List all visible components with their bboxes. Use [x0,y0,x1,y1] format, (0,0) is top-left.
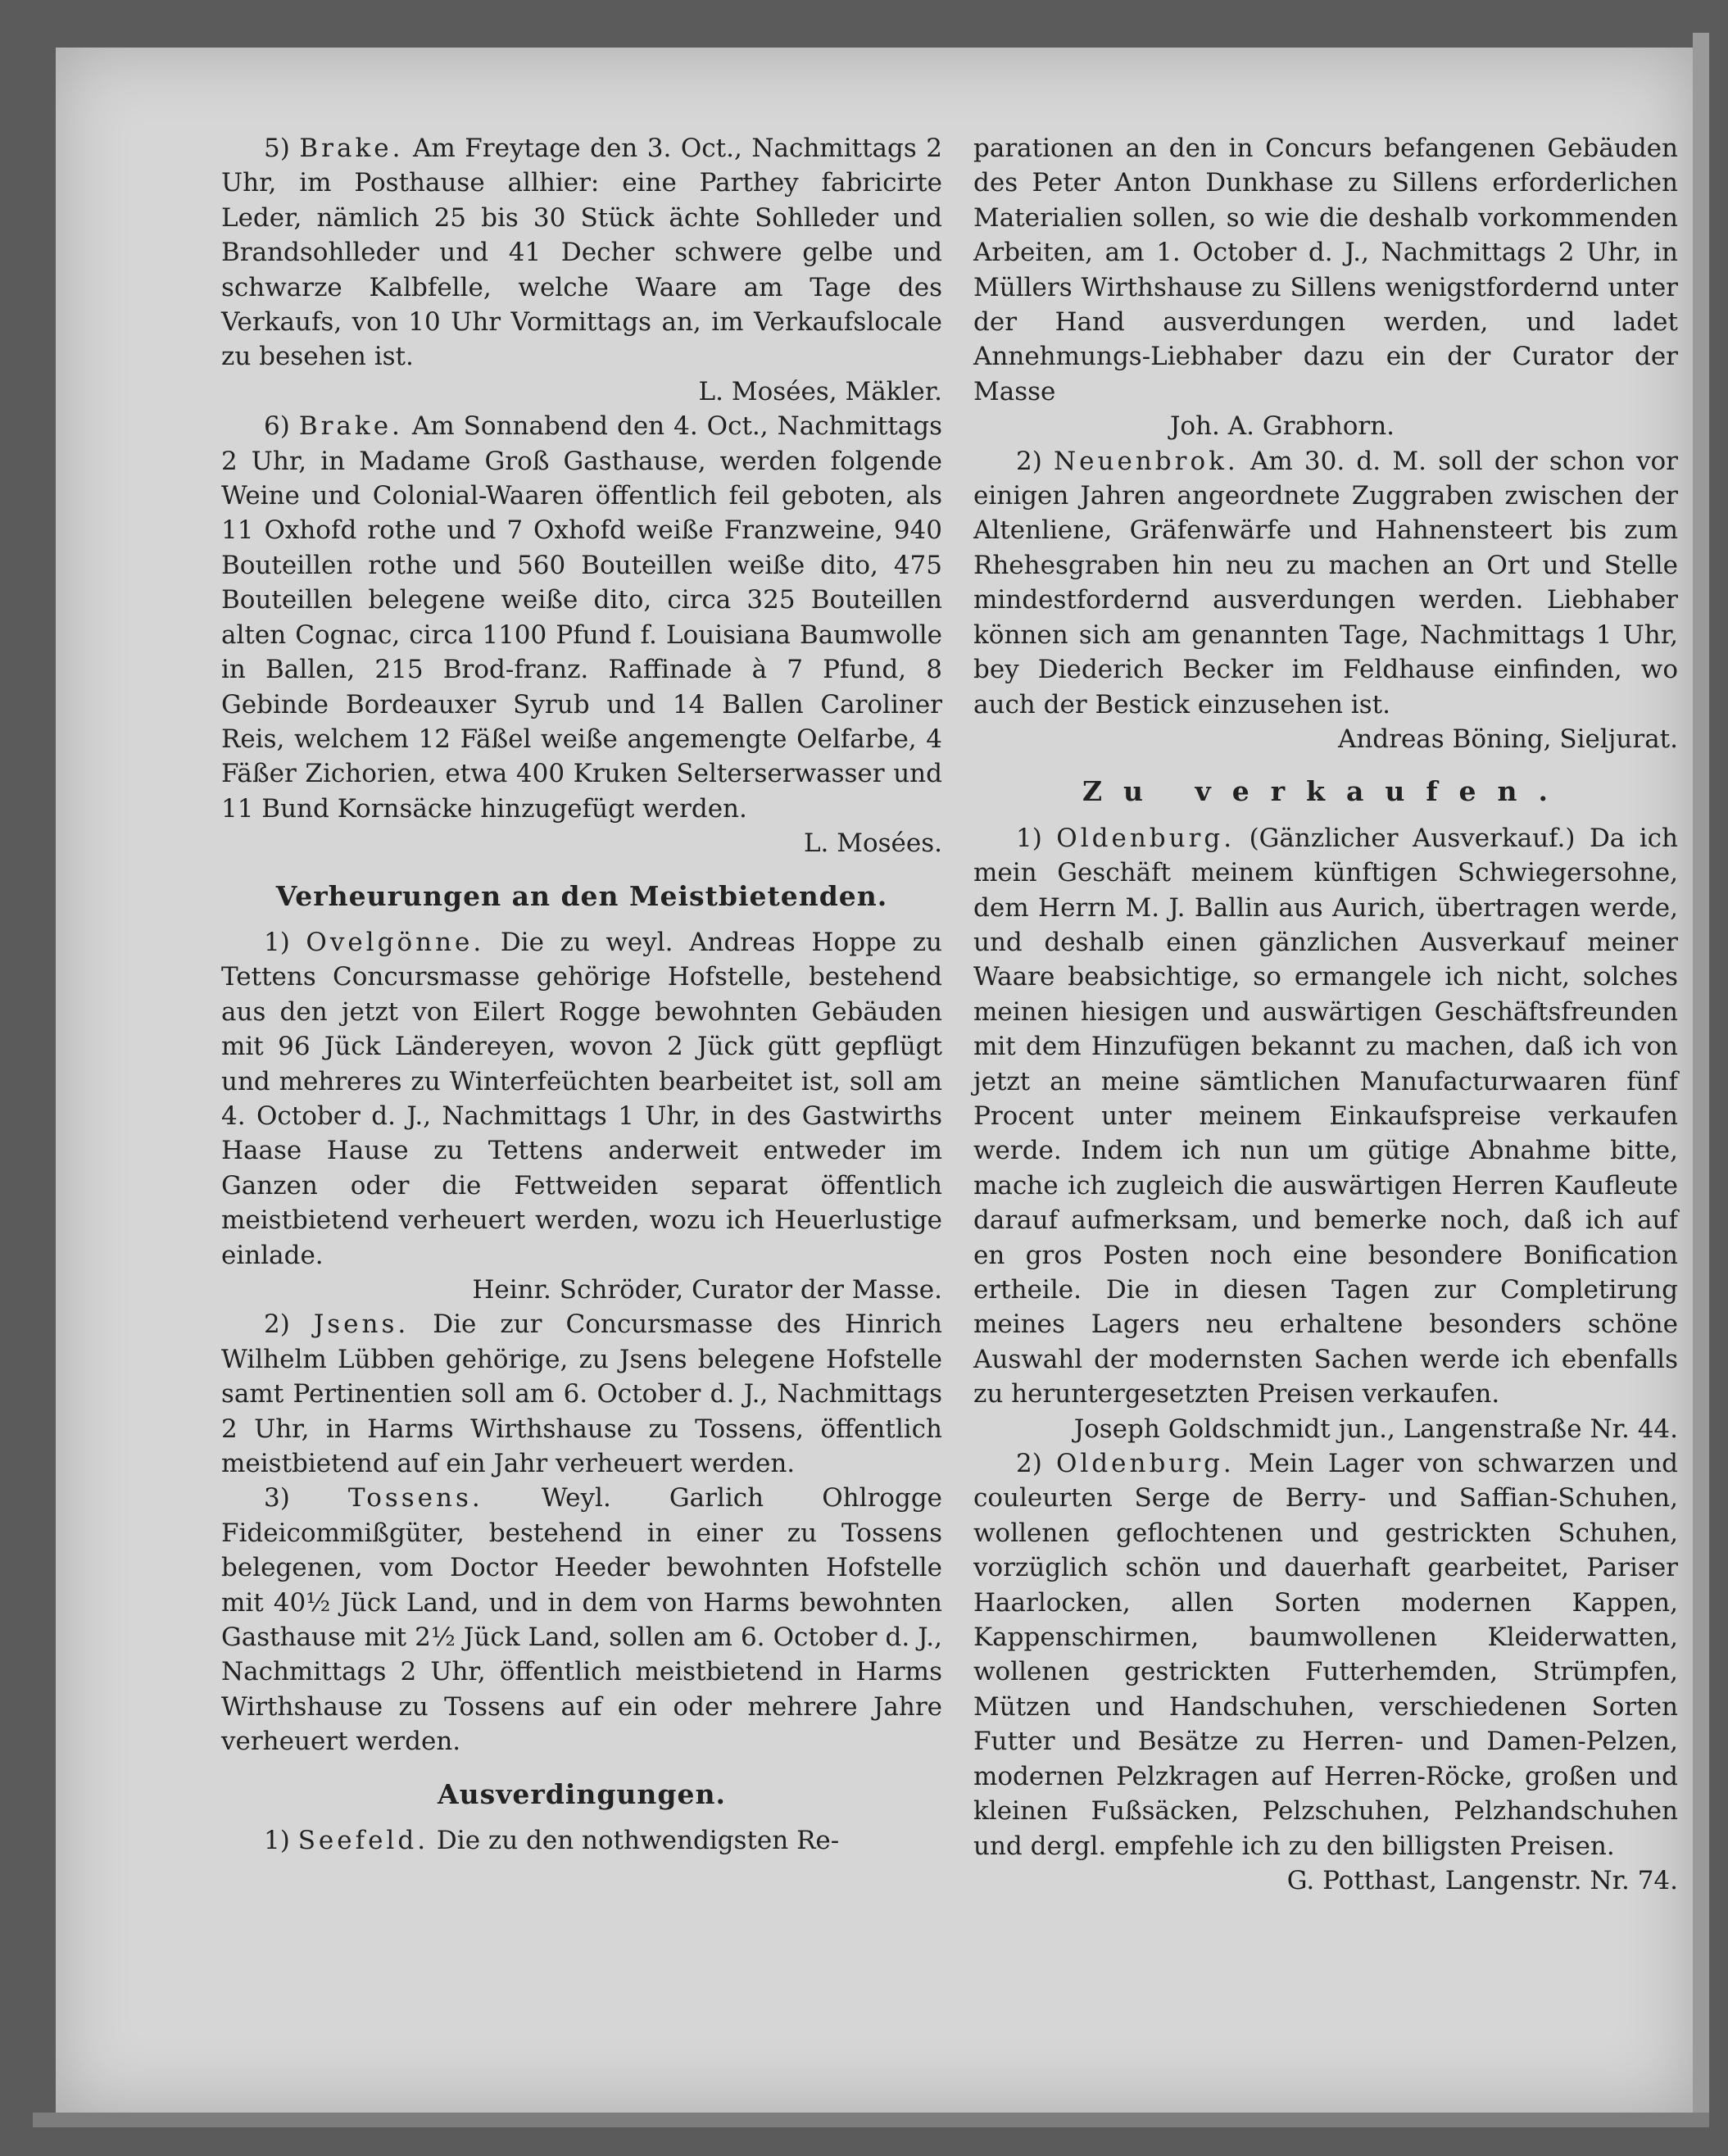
notice-place: Brake. [299,134,404,163]
section-heading-contract: Ausverdingungen. [438,1777,726,1810]
notice-number: 2) [1016,1449,1042,1479]
notice-place: Oldenburg. [1056,823,1236,853]
right-column [973,131,1678,1898]
notice-text: Am Sonnabend den 4. Oct., Nachmittags 2 Uhr, in Madame Groß Gasthause, werden folgende Weine und Colonial-Waaren öffentlich feil geboten, als 11 Oxhofd rothe und 7 Oxhofd weiße Franzweine, 940 Bouteillen rothe und 560 Bouteillen weiße dito, 475 Bouteillen belegene weiße dito, circa 325 Bouteillen alten Cognac, circa 1100 Pfund f. Louisiana Baumwolle in Ballen, 215 Brod-franz. Raffinade à 7 Pfund, 8 Gebinde Bordeauxer Syrub und 14 Ballen Caroliner Reis, welchem 12 Fäßel weiße angemengte Oelfarbe, 4 Fäßer Zichorien, etwa 400 Kruken Selterserwasser und 11 Bund Kornsäcke hinzugefügt werden. [221,411,943,824]
notice-lease3 [221,1481,942,1759]
notice-number: 2) [1016,446,1042,476]
notice-place: Seefeld. [297,1826,429,1856]
notice-text: Am 30. d. M. soll der schon vor einigen Jahren angeordnete Zuggraben zwischen der Altenliene, Gräfenwärfe und Hahnensteert bis zum Rhehesgraben hin neu zu machen an Ort und Stelle mindestfordernd ausverdungen werden. Liebhaber können sich am genannten Tage, Nachmittags 1 Uhr, bey Diederich Becker im Feldhause einfinden, wo auch der Bestick einzusehen ist. [973,446,1678,719]
notice-place: Oldenburg. [1055,1449,1235,1479]
notice-number: 3) [264,1483,290,1514]
notice-ad5 [221,131,942,374]
notice-text: Die zu weyl. Andreas Hoppe zu Tettens Concursmasse gehörige Hofstelle, bestehend aus den jetzt von Eilert Rogge bewohnten Gebäuden mit 96 Jück Ländereyen, wovon 2 Jück gütt gepflügt und mehreres zu Winterfeüchten bearbeitet ist, soll am 4. October d. J., Nachmittags 1 Uhr, in des Gastwirths Haase Hause zu Tettens anderweit entweder im Ganzen oder die Fettweiden separat öffentlich meistbietend verheuert werden, wozu ich Heuerlustige einlade. [221,927,942,1270]
notice-text: Weyl. Garlich Ohlrogge Fideicommißgüter, bestehend in einer zu Tossens belegenen, vom Doctor Heeder bewohnten Hofstelle mit 40½ Jück Land, und in dem von Harms bewohnten Gasthause mit 2½ Jück Land, sollen am 6. October d. J., Nachmittags 2 Uhr, öffentlich meistbietend in Harms Wirthshause zu Tossens auf ein oder mehrere Jahre verheuert werden. [221,1483,943,1757]
notice-number: 2) [264,1309,290,1340]
notice-signature: L. Mosées, Mäkler. [698,376,942,406]
notice-number: 1) [1016,823,1042,853]
notice-place: Jsens. [313,1309,410,1340]
notice-signature: Heinr. Schröder, Curator der Masse. [472,1275,942,1305]
notice-number: 6) [264,411,290,442]
section-heading-sale: Zu verkaufen. [1082,775,1570,808]
notice-text: Die zu den nothwendigsten Re- [436,1826,840,1856]
notice-place: Ovelgönne. [306,927,485,957]
notice-place: Neuenbrok. [1054,446,1239,476]
section-heading-lease: Verheurungen an den Meistbietenden. [275,879,888,912]
notice-contract1 [221,1823,942,1858]
notice-place: Brake. [298,411,403,442]
notice-signature: Andreas Böning, Sieljurat. [1337,724,1678,754]
notice-signature: L. Mosées. [803,828,942,859]
notice-lease1 [221,925,942,1273]
notice-number: 1) [264,1826,290,1856]
notice-contract2 [973,444,1678,722]
notice-text: (Gänzlicher Ausverkauf.) Da ich mein Geschäft meinem künftigen Schwiegersohne, dem Herrn M. J. Ballin aus Aurich, übertragen werde, und deshalb einen gänzlichen Ausverkauf meiner Waare beabsichtige, so ermangele ich nicht, solches meinen hiesigen und auswärtigen Geschäftsfreunden mit dem Hinzufügen bekannt zu machen, daß ich von jetzt an meine sämtlichen Manufacturwaaren fünf Procent unter meinem Einkaufspreise verkaufen werde. Indem ich nun um gütige Abnahme bitte, mache ich zugleich die auswärtigen Herren Kaufleute darauf aufmerksam, und bemerke noch, daß ich auf en gros Posten noch eine besondere Bonification ertheile. Die in diesen Tagen zur Completirung meines Lagers neu erhaltene besonders schöne Auswahl der modernsten Sachen werde ich ebenfalls zu heruntergesetzten Preisen verkaufen. [973,823,1678,1409]
notice-number: 5) [264,134,290,163]
notice-sale1 [973,821,1678,1412]
left-column [221,131,942,1859]
notice-place: Tossens. [347,1483,483,1514]
notice-signature: G. Potthast, Langenstr. Nr. 74. [1286,1865,1678,1895]
notice-signature: Joseph Goldschmidt jun., Langenstraße Nr. 44. [1073,1414,1678,1444]
notice-text: Am Freytage den 3. Oct., Nachmittags 2 Uhr, im Posthause allhier: eine Parthey fabricirte Leder, nämlich 25 bis 30 Stück ächte Sohlleder und Brandsohlleder und 41 Decher schwere gelbe und schwarze Kalbfelle, welche Waare am Tage des Verkaufs, von 10 Uhr Vormittags an, im Verkaufslocale zu besehen ist. [221,134,943,372]
notice-text: Die zur Concursmasse des Hinrich Wilhelm Lübben gehörige, zu Jsens belegene Hofstelle samt Pertinentien soll am 6. October d. J., Nachmittags 2 Uhr, in Harms Wirthshause zu Tossens, öffentlich meistbietend auf ein Jahr verheuert werden. [221,1309,942,1479]
page-edge [1693,33,1709,2114]
notice-signature: Joh. A. Grabhorn. [1170,411,1395,442]
notice-contract1-continued: parationen an den in Concurs befangenen Gebäuden des Peter Anton Dunkhase zu Sillens erforderlichen Materialien sollen, so wie die deshalb vorkommenden Arbeiten, am 1. October d. J., Nachmittags 2 Uhr, in Müllers Wirthshause zu Sillens wenigstfordernd unter der Hand ausverdungen werden, und ladet Annehmungs-Liebhaber dazu ein der Curator der Masse [973,134,1678,406]
notice-lease2 [221,1307,942,1481]
page-edge-bottom [33,2113,1709,2127]
notice-text: Mein Lager von schwarzen und couleurten Serge de Berry- und Saffian-Schuhen, wollenen geflochtenen und gestrickten Schuhen, vorzüglich schön und dauerhaft gearbeitet, Pariser Haarlocken, allen Sorten modernen Kappen, Kappenschirmen, baumwollenen Kleiderwatten, wollenen gestrickten Futterhemden, Strümpfen, Mützen und Handschuhen, verschiedenen Sorten Futter und Besätze zu Herren- und Damen-Pelzen, modernen Pelzkragen auf Herren-Röcke, großen und kleinen Fußsäcken, Pelzschuhen, Pelzhandschuhen und dergl. empfehle ich zu den billigsten Preisen. [973,1449,1679,1861]
notice-number: 1) [264,927,290,957]
notice-ad6 [221,409,942,826]
notice-sale2 [973,1446,1678,1863]
